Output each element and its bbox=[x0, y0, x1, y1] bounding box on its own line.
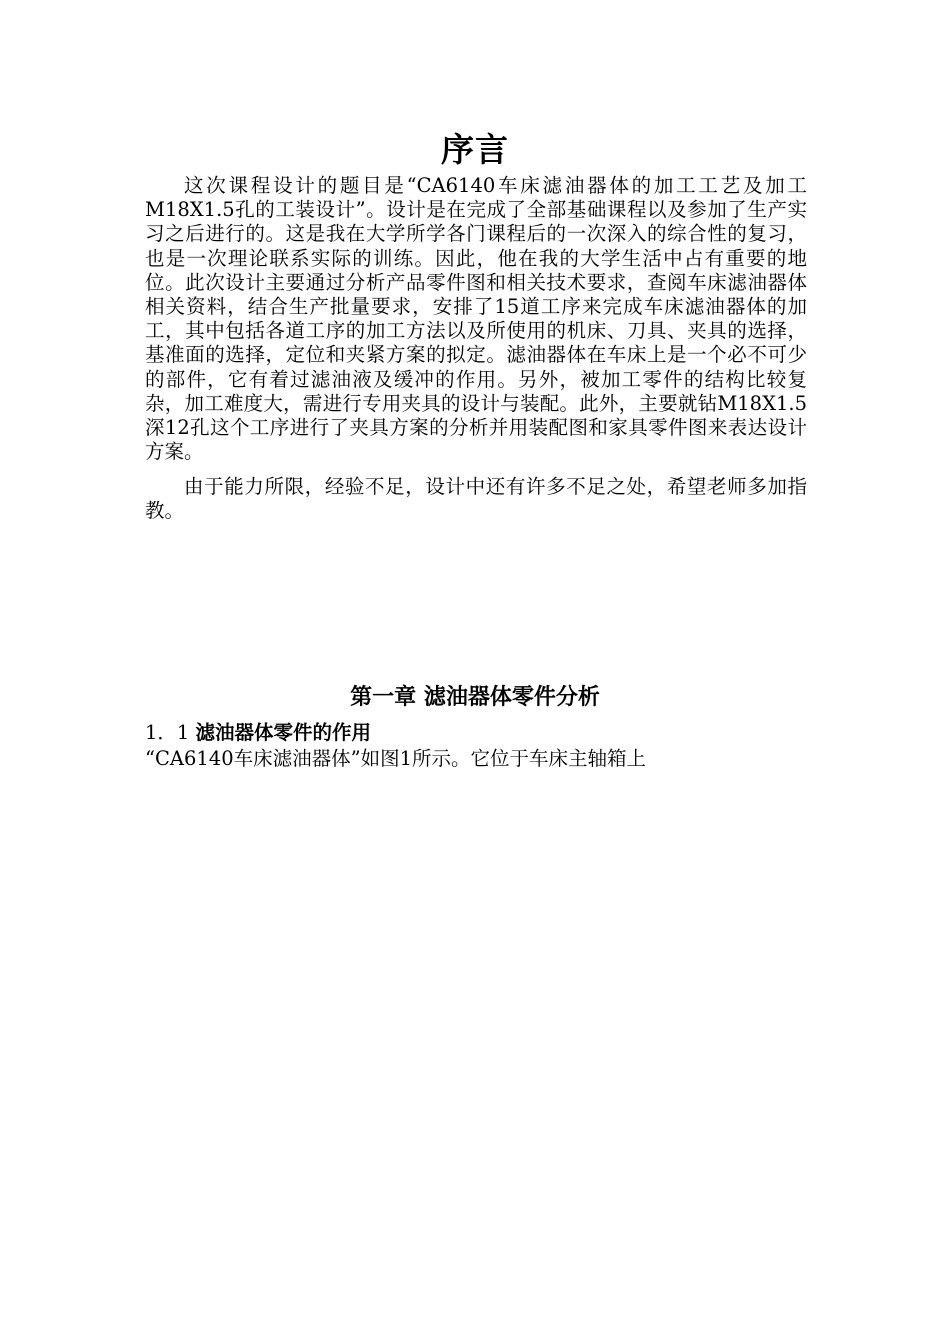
section-body-text: “CA6140车床滤油器体”如图1所示。它位于车床主轴箱上 bbox=[145, 747, 646, 770]
preface-title: 序言 bbox=[441, 130, 509, 169]
preface-paragraph-2: 由于能力所限，经验不足，设计中还有许多不足之处，希望老师多加指教。 bbox=[145, 475, 807, 523]
section-title: 滤油器体零件的作用 bbox=[195, 721, 372, 744]
preface-paragraph-1: 这次课程设计的题目是“CA6140车床滤油器体的加工工艺及加工M18X1.5孔的工装设计”。设计是在完成了全部基础课程以及参加了生产实习之后进行的。这是我在大学所学各门课程后的一次深入的综合性的复习，也是一次理论联系实际的训练。因此，他在我的大学生活中占有重要的地位。此次设计主要通过分析产品零件图和相关技术要求，查阅车床滤油器体相关资料，结合生产批量要求，安排了15道工序来完成车床滤油器体的加工，其中包括各道工序的加工方法以及所使用的机床、刀具、夹具的选择，基准面的选择，定位和夹紧方案的拟定。滤油器体在车床上是一个必不可少的部件，它有着过滤油液及缓冲的作用。另外，被加工零件的结构比较复杂，加工难度大，需进行专用夹具的设计与装配。此外，主要就钻M18X1.5深12孔这个工序进行了夹具方案的分析并用装配图和家具零件图来表达设计方案。 bbox=[145, 174, 807, 464]
section-heading bbox=[145, 720, 371, 746]
chapter-title: 第一章 滤油器体零件分析 bbox=[350, 684, 600, 710]
section-number: 1．1 bbox=[145, 721, 196, 744]
